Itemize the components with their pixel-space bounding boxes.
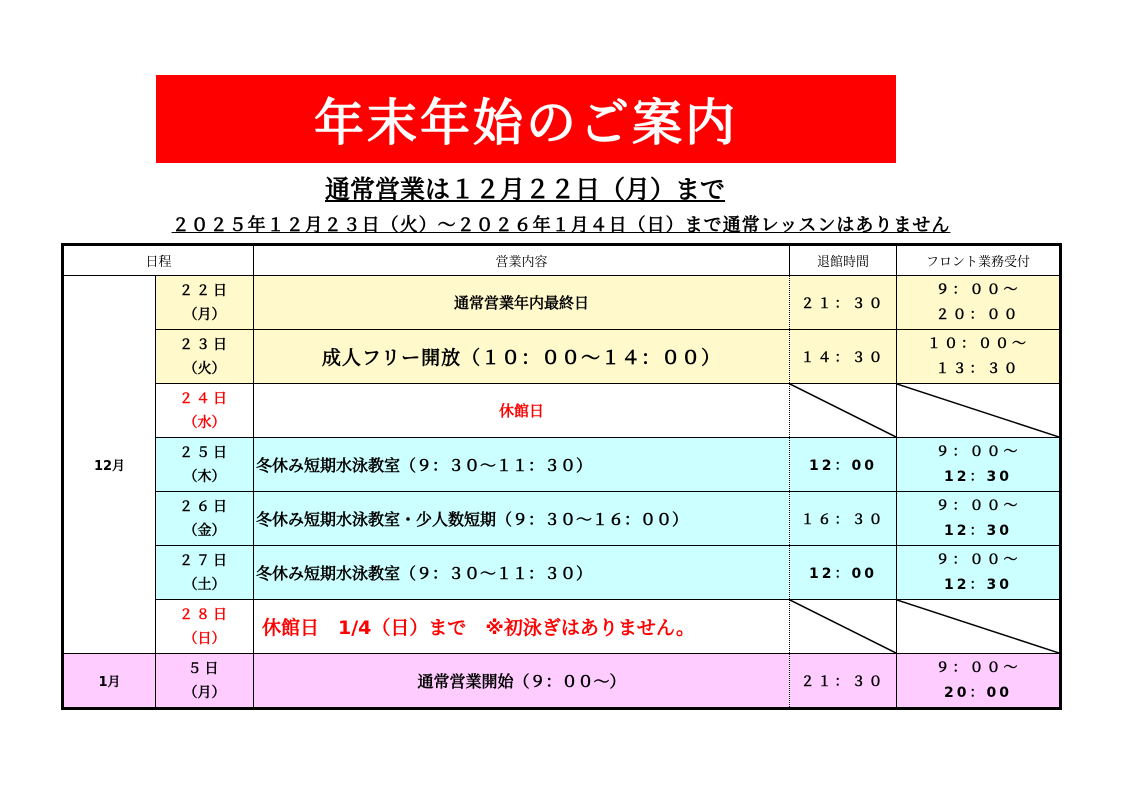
weekday: （月）	[183, 684, 226, 701]
weekday: （月）	[183, 306, 226, 323]
exit-time-cell: ２１：３０	[790, 654, 897, 709]
table-row	[63, 600, 1061, 654]
empty-exit-time-cell	[790, 384, 897, 438]
front-close: １３：３０	[935, 360, 1021, 377]
day-number: ５日	[187, 660, 222, 677]
empty-exit-time-cell	[790, 600, 897, 654]
table-row	[63, 546, 1061, 600]
day-number: ２２日	[179, 282, 230, 299]
closed-cell: 休館日	[254, 384, 790, 438]
weekday: （金）	[183, 522, 226, 539]
subtitle: 通常営業は１２月２２日（月）まで	[324, 175, 725, 204]
exit-time-cell: 12：00	[790, 438, 897, 492]
front-desk-cell	[897, 654, 1061, 709]
table-row	[63, 492, 1061, 546]
front-open: ９：００～	[935, 281, 1021, 298]
table-row	[63, 276, 1061, 330]
front-desk-cell	[897, 330, 1061, 384]
content-cell: 通常営業開始（９：００～）	[254, 654, 790, 709]
exit-time-cell: ２１：３０	[790, 276, 897, 330]
day-number: ２６日	[179, 498, 230, 515]
day-cell	[156, 546, 254, 600]
table-row	[63, 438, 1061, 492]
diagonal-line	[790, 384, 896, 437]
header-exit-time: 退館時間	[790, 245, 897, 276]
content-cell: 冬休み短期水泳教室（９：３０～１１：３０）	[254, 438, 790, 492]
day-cell	[156, 600, 254, 654]
day-number: ２４日	[179, 390, 230, 407]
day-cell	[156, 438, 254, 492]
front-desk-cell	[897, 492, 1061, 546]
front-open: ９：００～	[935, 497, 1021, 514]
table-row	[63, 654, 1061, 709]
front-close: ２０：００	[935, 306, 1021, 323]
day-number: ２７日	[179, 552, 230, 569]
empty-front-desk-cell	[897, 384, 1061, 438]
title-banner	[156, 75, 896, 163]
diagonal-line	[897, 600, 1059, 653]
day-number: ２８日	[179, 606, 230, 623]
front-desk-cell	[897, 438, 1061, 492]
month-cell-december: 12月	[63, 276, 156, 654]
header-row	[63, 245, 1061, 276]
diagonal-line	[790, 600, 896, 653]
diagonal-line	[897, 384, 1059, 437]
closed-cell: 休館日 1/4（日）まで ※初泳ぎはありません。	[254, 600, 790, 654]
content-cell: 通常営業年内最終日	[254, 276, 790, 330]
weekday: （水）	[183, 414, 226, 431]
front-close: 20：00	[944, 684, 1012, 701]
front-desk-cell	[897, 276, 1061, 330]
weekday: （木）	[183, 468, 226, 485]
weekday: （土）	[183, 576, 226, 593]
content-cell: 成人フリー開放（１０：００～１４：００）	[254, 330, 790, 384]
front-close: 12：30	[944, 468, 1012, 485]
month-cell-january: 1月	[63, 654, 156, 709]
weekday: （日）	[183, 630, 226, 647]
header-front-desk: フロント業務受付	[897, 245, 1061, 276]
front-open: １０：００～	[927, 335, 1029, 352]
front-close: 12：30	[944, 576, 1012, 593]
day-number: ２３日	[179, 336, 230, 353]
front-close: 12：30	[944, 522, 1012, 539]
exit-time-cell: １４：３０	[790, 330, 897, 384]
exit-time-cell: 12：00	[790, 546, 897, 600]
content-cell: 冬休み短期水泳教室（９：３０～１１：３０）	[254, 546, 790, 600]
weekday: （火）	[183, 360, 226, 377]
table-row	[63, 330, 1061, 384]
front-open: ９：００～	[935, 443, 1021, 460]
front-open: ９：００～	[935, 659, 1021, 676]
day-cell	[156, 276, 254, 330]
day-cell	[156, 384, 254, 438]
exit-time-cell: １６：３０	[790, 492, 897, 546]
table-row	[63, 384, 1061, 438]
day-cell	[156, 330, 254, 384]
day-cell	[156, 492, 254, 546]
front-open: ９：００～	[935, 551, 1021, 568]
schedule-table	[61, 243, 1062, 710]
header-schedule: 日程	[63, 245, 254, 276]
content-cell: 冬休み短期水泳教室・少人数短期（９：３０～１６：００）	[254, 492, 790, 546]
front-desk-cell	[897, 546, 1061, 600]
page-title: 年末年始のご案内	[314, 94, 738, 152]
lesson-notice: ２０２５年１２月２３日（火）～２０２６年１月４日（日）まで通常レッスンはありません	[171, 215, 951, 236]
day-cell	[156, 654, 254, 709]
header-content: 営業内容	[254, 245, 790, 276]
empty-front-desk-cell	[897, 600, 1061, 654]
day-number: ２５日	[179, 444, 230, 461]
